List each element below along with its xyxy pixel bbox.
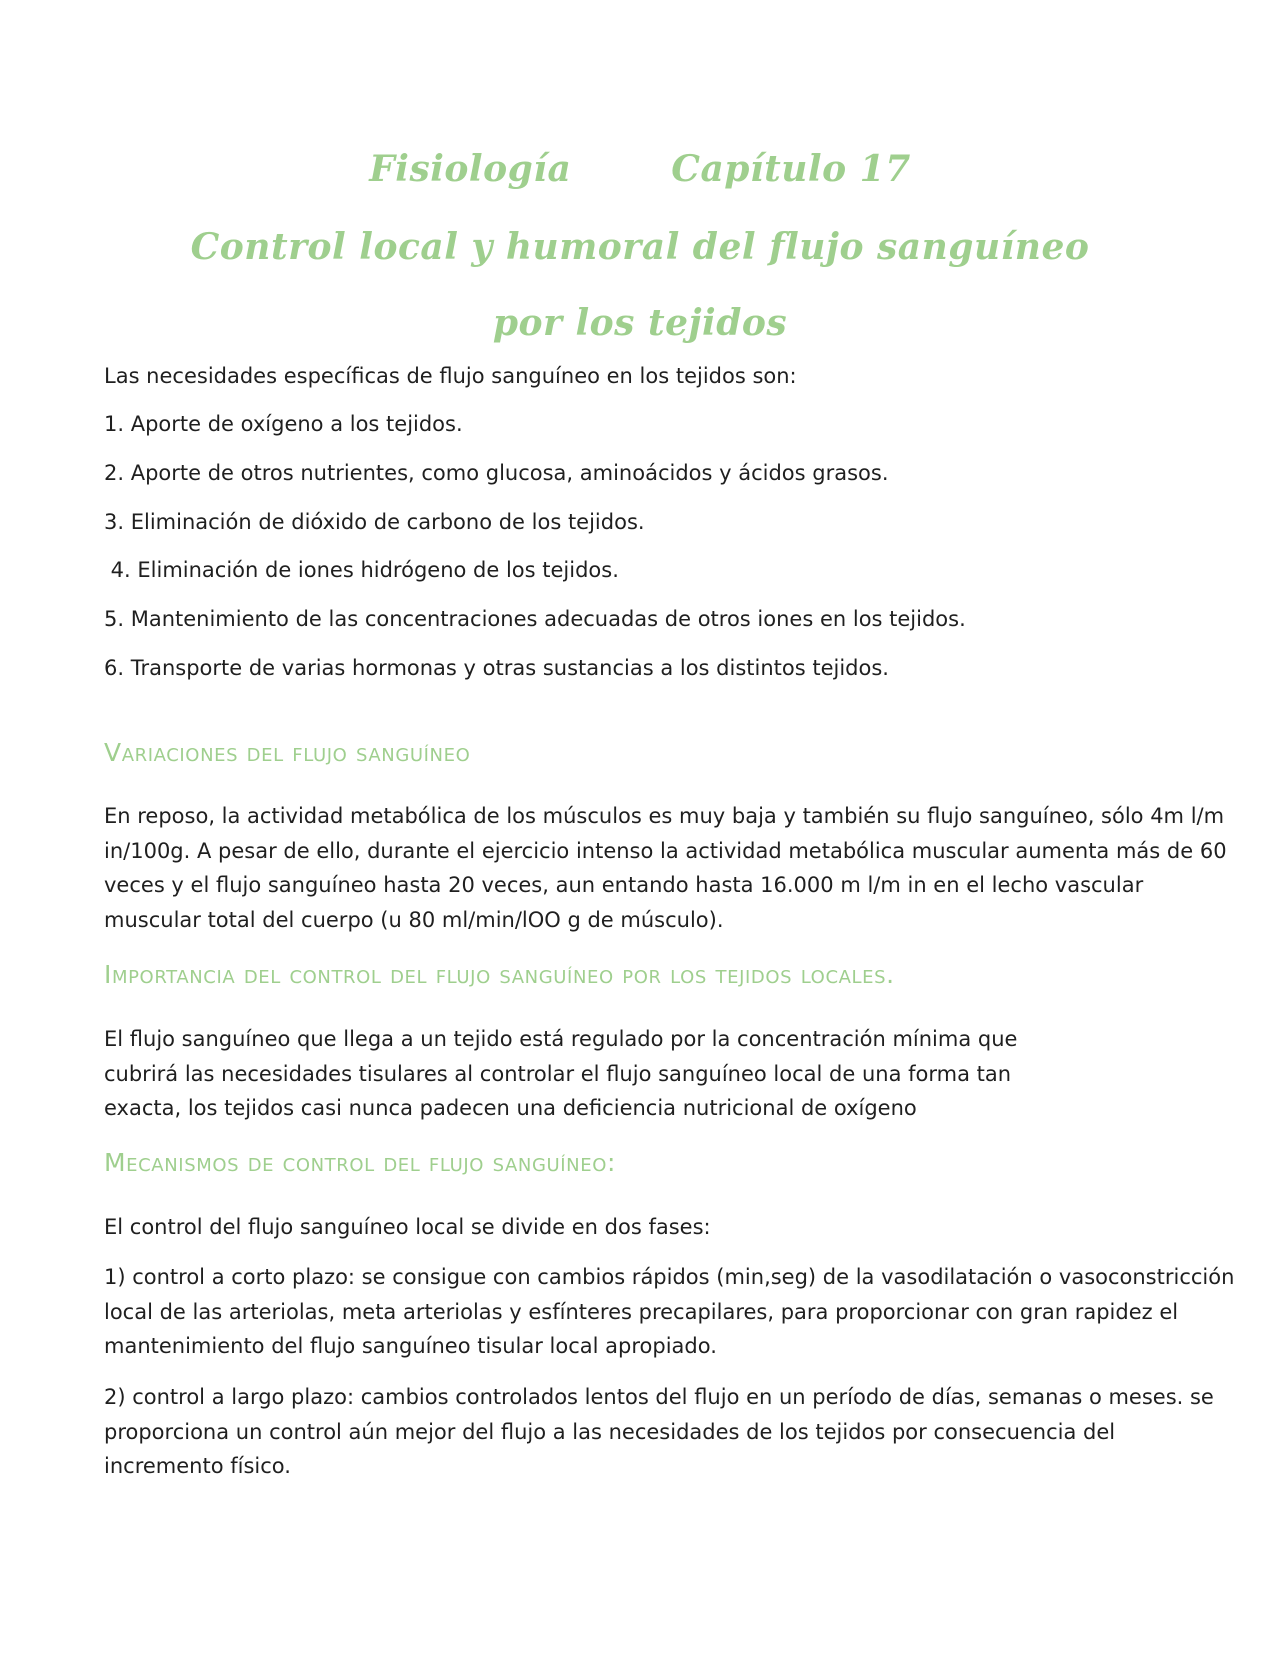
title-subject: Fisiología: [369, 148, 572, 190]
paragraph-line: 2) control a largo plazo: cambios controlados lentos del flujo en un período de días, semanas o meses. se: [104, 1385, 1214, 1409]
paragraph-line: local de las arteriolas, meta arteriolas y esfínteres precapilares, para proporcionar con gran rapidez el: [104, 1299, 1179, 1324]
section-variaciones-paragraph: [104, 799, 1227, 937]
need-item: 3. Eliminación de dióxido de carbono de los tejidos.: [104, 510, 645, 534]
paragraph-line: cubrirá las necesidades tisulares al controlar el flujo sanguíneo local de una forma tan: [104, 1061, 1012, 1086]
paragraph-line: incremento físico.: [104, 1454, 291, 1478]
section-heading-mecanismos: Mecanismos de control del flujo sanguíneo:: [104, 1148, 617, 1177]
long-term-control-paragraph: [104, 1380, 1214, 1484]
intro-text: Las necesidades específicas de flujo sanguíneo en los tejidos son:: [104, 364, 797, 388]
paragraph-line: proporciona un control aún mejor del flujo a las necesidades de los tejidos por consecuencia del: [104, 1419, 1116, 1444]
paragraph-line: 1) control a corto plazo: se consigue con cambios rápidos (min,seg) de la vasodilatación o vasoconstricción: [104, 1265, 1235, 1289]
title-subject-chapter: [0, 148, 1280, 190]
paragraph-line: El flujo sanguíneo que llega a un tejido está regulado por la concentración mínima que: [104, 1027, 1018, 1051]
paragraph-line: exacta, los tejidos casi nunca padecen una deficiencia nutricional de oxígeno: [104, 1096, 917, 1120]
section-importancia-paragraph: [104, 1022, 1017, 1126]
paragraph-line: veces y el flujo sanguíneo hasta 20 veces, aun entando hasta 16.000 m l/m in en el lecho vascular: [104, 873, 1144, 897]
need-item: 2. Aporte de otros nutrientes, como glucosa, aminoácidos y ácidos grasos.: [104, 461, 889, 485]
section-heading-variaciones: Variaciones del flujo sanguíneo: [104, 738, 471, 767]
paragraph-line: in/100g. A pesar de ello, durante el ejercicio intenso la actividad metabólica muscular aumenta más de 60: [104, 838, 1227, 863]
need-item: 5. Mantenimiento de las concentraciones adecuadas de otros iones en los tejidos.: [104, 607, 966, 631]
paragraph-line: muscular total del cuerpo (u 80 ml/min/lOO g de músculo).: [104, 907, 724, 932]
need-item: 6. Transporte de varias hormonas y otras sustancias a los distintos tejidos.: [104, 656, 889, 680]
title-chapter: Capítulo 17: [671, 148, 911, 190]
section-heading-importancia: Importancia del control del flujo sanguíneo por los tejidos locales.: [104, 960, 895, 989]
paragraph-line: mantenimiento del flujo sanguíneo tisular local apropiado.: [104, 1334, 717, 1358]
title-line-2: Control local y humoral del flujo sanguíneo: [190, 226, 1090, 268]
mecanismos-intro: El control del flujo sanguíneo local se divide en dos fases:: [104, 1215, 711, 1239]
title-line-3: por los tejidos: [492, 302, 788, 344]
short-term-control-paragraph: [104, 1260, 1234, 1364]
need-item: 4. Eliminación de iones hidrógeno de los tejidos.: [104, 558, 619, 582]
need-item: 1. Aporte de oxígeno a los tejidos.: [104, 412, 463, 436]
paragraph-line: En reposo, la actividad metabólica de los músculos es muy baja y también su flujo sanguíneo, sólo 4m l/m: [104, 804, 1225, 828]
